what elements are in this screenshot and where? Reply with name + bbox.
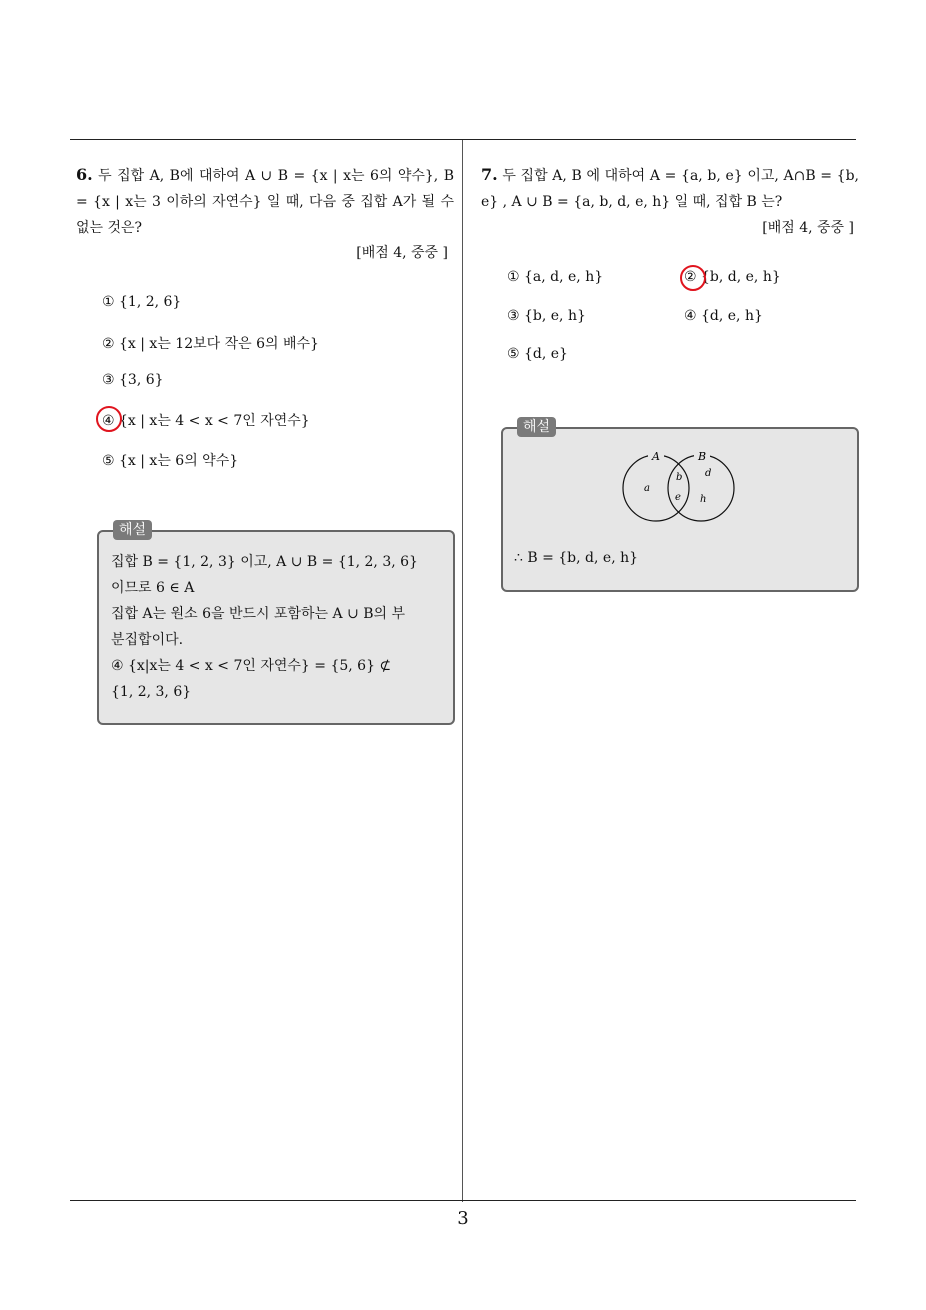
q6-choice-4[interactable]: ④ {x | x는 4 < x < 7인 자연수}	[102, 413, 310, 429]
q6-choice-5[interactable]: ⑤ {x | x는 6의 약수}	[102, 453, 239, 469]
q6-solution-text	[111, 549, 439, 705]
q6-solution-line-3: 집합 A는 원소 6을 반드시 포함하는 A ∪ B의 부	[111, 606, 406, 622]
question-6-text: 두 집합 A, B에 대하여 A ∪ B = {x | x는 6의 약수}, B = {x | x는 3 이하의 자연수} 일 때, 다음 중 집합 A가 될 수 없는 것은?	[76, 168, 455, 236]
q7-answer-mark-icon	[680, 265, 706, 291]
q7-choice-3[interactable]: ③ {b, e, h}	[507, 308, 586, 324]
q7-choice-1[interactable]: ① {a, d, e, h}	[507, 269, 604, 285]
question-6-stem	[76, 162, 454, 241]
venn-elem-both-2: e	[675, 492, 681, 503]
venn-elem-only-b-1: d	[705, 468, 712, 479]
page-number: 3	[457, 1208, 469, 1229]
q7-conclusion: ∴ B = {b, d, e, h}	[514, 550, 639, 566]
venn-circle-a	[623, 455, 689, 521]
footer-rule	[70, 1200, 856, 1201]
q7-solution-tag: 해설	[517, 417, 556, 437]
q6-solution-line-5: ④ {x|x는 4 < x < 7인 자연수} = {5, 6} ⊄	[111, 658, 392, 674]
q6-answer-mark-icon	[96, 406, 122, 432]
q6-choice-2[interactable]: ② {x | x는 12보다 작은 6의 배수}	[102, 336, 319, 352]
question-7-stem	[481, 162, 859, 215]
q6-solution-tag: 해설	[113, 520, 152, 540]
header-rule	[70, 139, 856, 140]
venn-elem-only-b-2: h	[700, 494, 707, 505]
q6-solution-line-2: 이므로 6 ∈ A	[111, 580, 195, 596]
venn-elem-only-a: a	[644, 483, 650, 494]
question-7-number: 7.	[481, 165, 498, 184]
q7-choice-5[interactable]: ⑤ {d, e}	[507, 346, 568, 362]
venn-label-b: B	[698, 450, 707, 463]
question-7	[481, 162, 859, 215]
question-7-text: 두 집합 A, B 에 대하여 A = {a, b, e} 이고, A∩B = {b, e} , A ∪ B = {a, b, d, e, h} 일 때, 집합 B 는?	[481, 168, 859, 210]
question-6-number: 6.	[76, 165, 93, 184]
question-7-meta: [배점 4, 중중 ]	[762, 220, 854, 236]
question-6	[76, 162, 454, 241]
venn-label-a: A	[652, 450, 660, 463]
q7-choice-4[interactable]: ④ {d, e, h}	[684, 308, 763, 324]
q6-choice-3[interactable]: ③ {3, 6}	[102, 372, 164, 388]
q6-solution-line-4: 분집합이다.	[111, 632, 184, 648]
q7-choice-2[interactable]: ② {b, d, e, h}	[684, 269, 781, 285]
venn-elem-both-1: b	[676, 472, 683, 483]
venn-circle-b	[668, 455, 734, 521]
question-6-meta: [배점 4, 중중 ]	[356, 245, 448, 261]
q6-solution-line-1: 집합 B = {1, 2, 3} 이고, A ∪ B = {1, 2, 3, 6}	[111, 554, 418, 570]
q6-choice-1[interactable]: ① {1, 2, 6}	[102, 294, 182, 310]
q6-solution-line-6: {1, 2, 3, 6}	[111, 684, 192, 700]
column-divider	[462, 140, 463, 1202]
venn-diagram	[610, 446, 750, 526]
